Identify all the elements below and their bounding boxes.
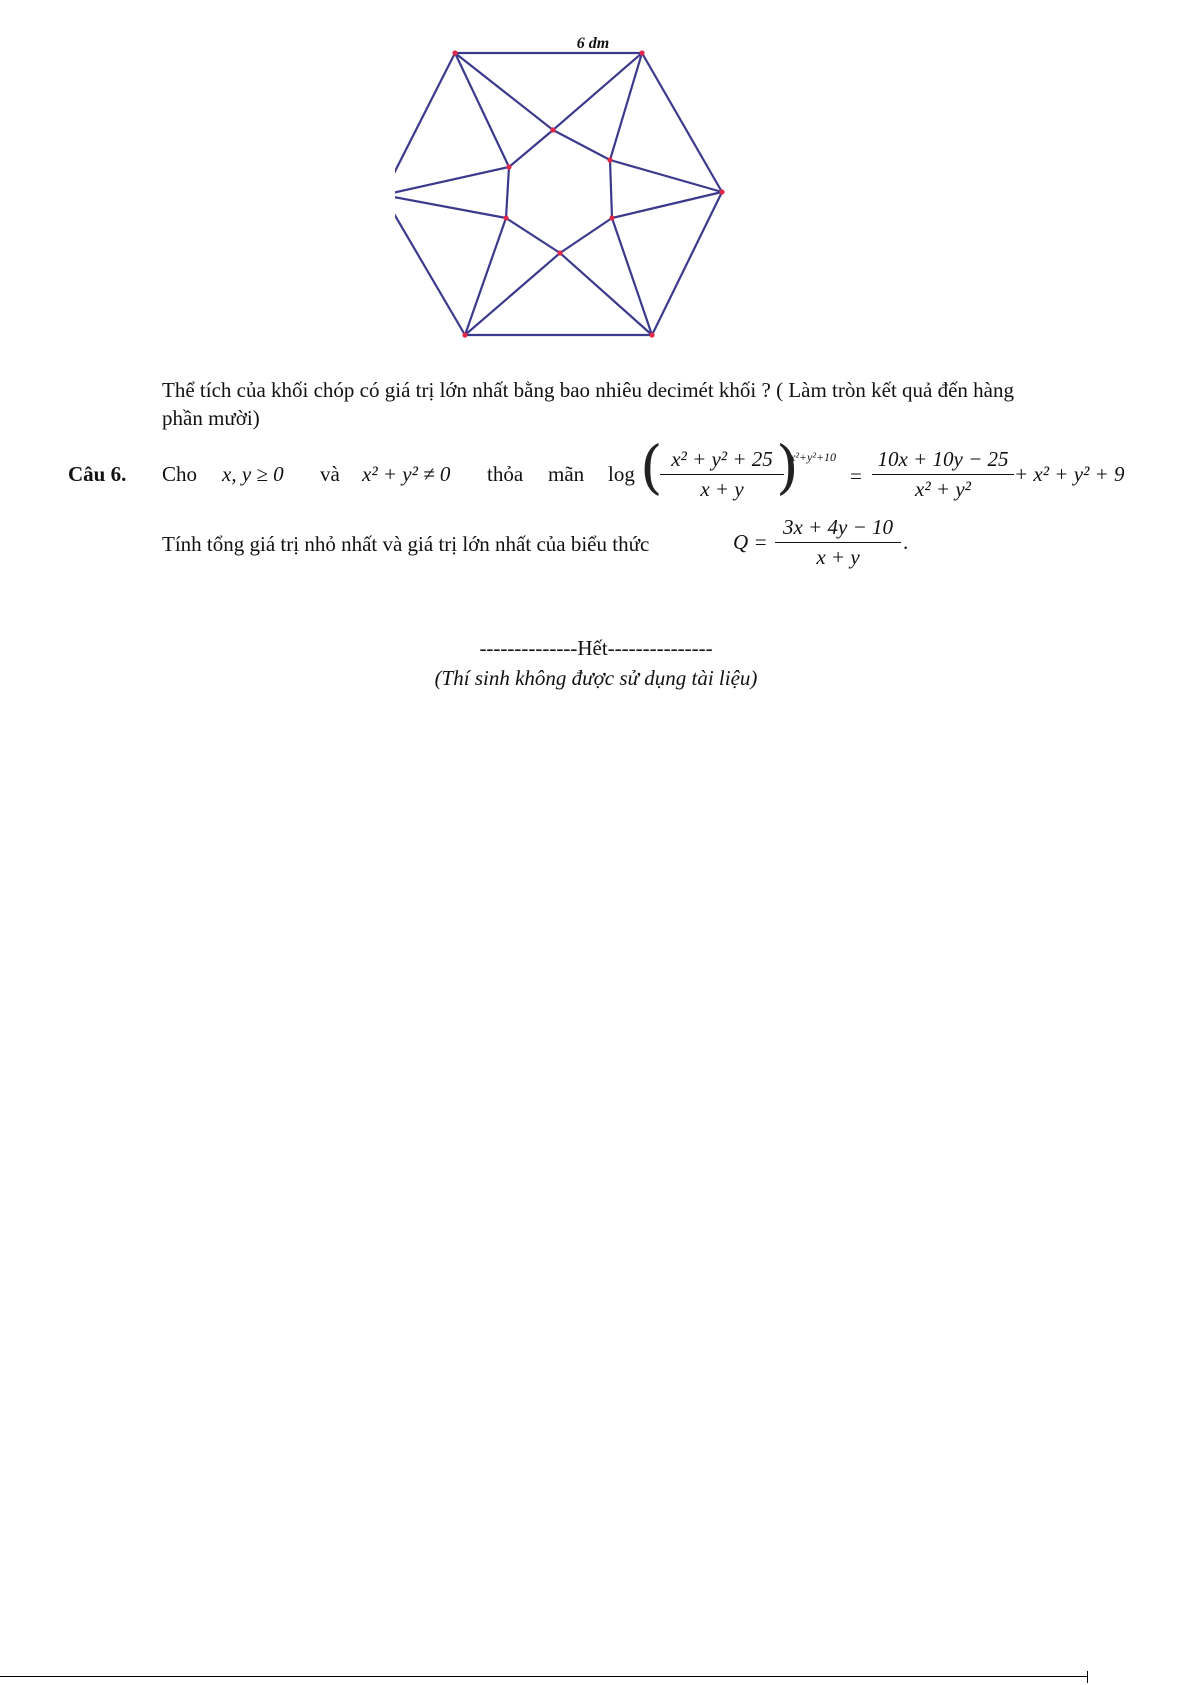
lhs-fraction-bar <box>660 474 784 475</box>
figure-vertex-i1 <box>550 127 555 132</box>
rhs-fraction-bar <box>872 474 1014 475</box>
q6-word-man: mãn <box>548 462 585 486</box>
end-marker: --------------Hết--------------- <box>479 636 713 660</box>
rhs-tail-terms: + x² + y² + 9 <box>1014 462 1125 486</box>
figure-edge-i1-B <box>553 53 642 130</box>
figure-vertex-i5 <box>503 215 508 220</box>
figure-edge-C-D <box>652 192 722 335</box>
figure-edges <box>395 53 722 335</box>
rhs-fraction <box>872 447 1014 502</box>
Q-denominator: x + y <box>816 545 860 569</box>
figure-edge-A-i1 <box>455 53 553 130</box>
figure-edge-A-i6 <box>455 53 509 167</box>
hexagon-star-figure <box>395 30 795 370</box>
figure-vertex-i4 <box>557 250 562 255</box>
rhs-denominator: x² + y² <box>915 477 971 501</box>
Q-fraction <box>775 515 901 570</box>
figure-vertex-i3 <box>609 215 614 220</box>
Q-fraction-bar <box>775 542 901 543</box>
figure-edge-i4-i5 <box>506 218 560 253</box>
q6-task-text: Tính tổng giá trị nhỏ nhất và giá trị lớn nhất của biểu thức <box>162 532 650 556</box>
q6-condition-nonzero: x² + y² ≠ 0 <box>362 462 451 486</box>
figure-edge-i3-C <box>612 192 722 218</box>
figure-vertex-D <box>649 332 654 337</box>
figure-edge-i6-F <box>395 167 509 195</box>
figure-edge-B-C <box>642 53 722 192</box>
Q-numerator: 3x + 4y − 10 <box>783 515 893 539</box>
footer-rule <box>0 1676 1087 1677</box>
left-paren: ( <box>640 433 663 501</box>
q6-word-thoa: thỏa <box>487 462 524 486</box>
rhs-numerator: 10x + 10y − 25 <box>877 447 1009 471</box>
q5-volume-question-line2: phần mười) <box>162 406 260 430</box>
figure-vertex-E <box>462 332 467 337</box>
figure-edge-i3-i4 <box>560 218 612 253</box>
q6-word-cho: Cho <box>162 462 198 486</box>
end-note: (Thí sinh không được sử dụng tài liệu) <box>434 666 758 690</box>
figure-edge-F-A <box>395 53 455 195</box>
figure-edge-E-F <box>395 195 465 335</box>
figure-vertex-B <box>639 50 644 55</box>
equals-sign: = <box>850 464 862 488</box>
Q-period: . <box>903 530 909 554</box>
q6-word-va: và <box>320 462 340 486</box>
figure-vertex-i2 <box>607 157 612 162</box>
figure-vertices <box>395 50 725 337</box>
figure-edge-F-i5 <box>395 195 506 218</box>
question-6-label: Câu 6. <box>68 462 127 486</box>
figure-edge-i1-i2 <box>553 130 610 160</box>
lhs-exponent: x²+y²+10 <box>790 450 837 464</box>
figure-vertex-i6 <box>506 164 511 169</box>
figure-side-label: 6 dm <box>576 35 610 52</box>
figure-edge-i2-B <box>610 53 642 160</box>
figure-edge-i6-i1 <box>509 130 553 167</box>
q6-log: log <box>608 462 635 486</box>
figure-edge-i2-i3 <box>610 160 612 218</box>
lhs-denominator: x + y <box>700 477 744 501</box>
figure-edge-i5-i6 <box>506 167 509 218</box>
lhs-numerator: x² + y² + 25 <box>671 447 773 471</box>
q5-volume-question-line1: Thể tích của khối chóp có giá trị lớn nhất bằng bao nhiêu decimét khối ? ( Làm tròn kết quả đến hàng <box>162 378 1015 402</box>
lhs-fraction <box>660 447 784 502</box>
figure-vertex-A <box>452 50 457 55</box>
right-paren: ) <box>776 433 799 501</box>
Q-label: Q = <box>733 530 768 554</box>
q6-condition-nonnegative: x, y ≥ 0 <box>222 462 284 486</box>
footer-tick <box>1087 1671 1088 1683</box>
figure-vertex-C <box>719 189 724 194</box>
